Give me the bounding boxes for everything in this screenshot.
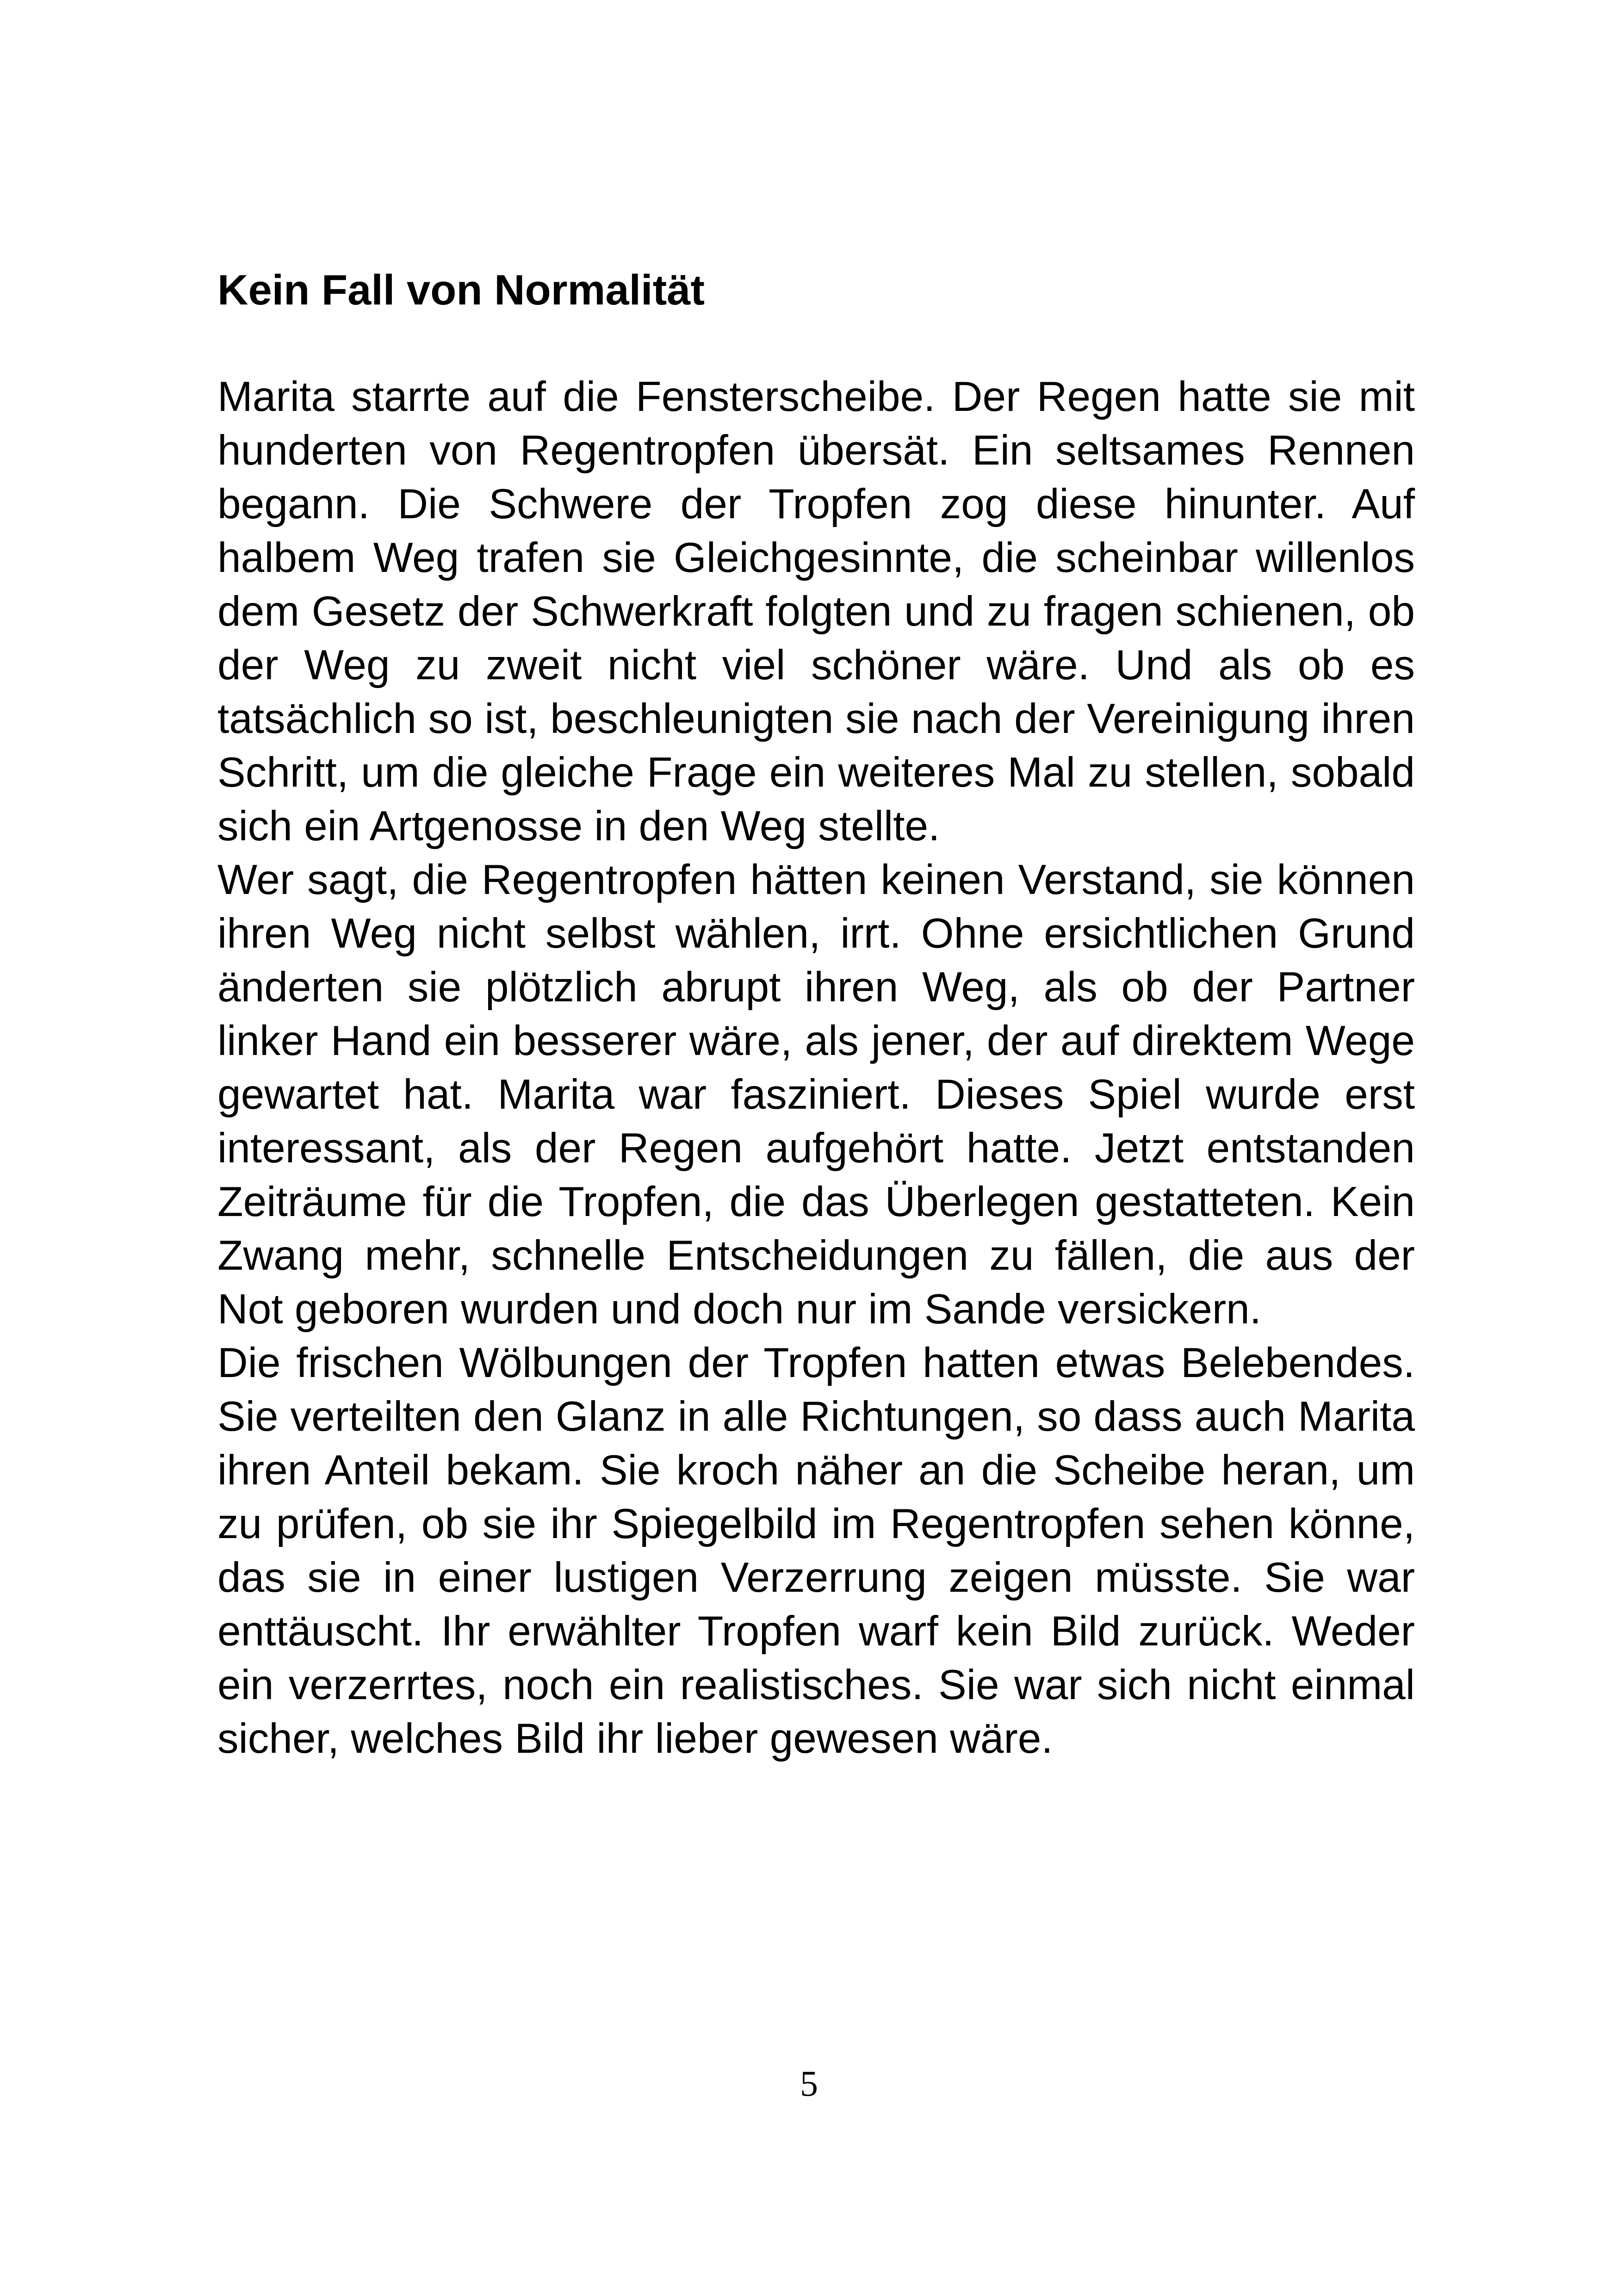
body-text (217, 370, 1415, 1766)
chapter-title: Kein Fall von Normalität (217, 267, 705, 314)
page-number: 5 (800, 2063, 818, 2104)
paragraph-3: Die frischen Wölbungen der Tropfen hatten etwas Belebendes. Sie verteilten den Glanz in alle Richtungen, so dass auch Marita ihren Anteil bekam. Sie kroch näher an die Scheibe heran, um zu prüfen, ob sie ihr Spiegelbild im Regentropfen sehen könne, das sie in einer lustigen Verzerrung zeigen müsste. Sie war enttäuscht. Ihr erwählter Tropfen warf kein Bild zurück. Weder ein verzerrtes, noch ein realistisches. Sie war sich nicht einmal sicher, welches Bild ihr lieber gewesen wäre. (217, 1340, 1415, 1762)
paragraph-1: Marita starrte auf die Fensterscheibe. Der Regen hatte sie mit hunderten von Regentropfen übersät. Ein seltsames Rennen begann. Die Schwere der Tropfen zog diese hinunter. Auf halbem Weg trafen sie Gleichgesinnte, die scheinbar willenlos dem Gesetz der Schwerkraft folgten und zu fragen schienen, ob der Weg zu zweit nicht viel schöner wäre. Und als ob es tatsächlich so ist, beschleunigten sie nach der Vereinigung ihren Schritt, um die gleiche Frage ein weiteres Mal zu stellen, sobald sich ein Artgenosse in den Weg stellte. (217, 373, 1415, 850)
paragraph-2: Wer sagt, die Regentropfen hätten keinen Verstand, sie können ihren Weg nicht selbst wählen, irrt. Ohne ersichtlichen Grund änderten sie plötzlich abrupt ihren Weg, als ob der Partner linker Hand ein besserer wäre, als jener, der auf direktem Wege gewartet hat. Marita war fasziniert. Dieses Spiel wurde erst interessant, als der Regen aufgehört hatte. Jetzt entstanden Zeiträume für die Tropfen, die das Überlegen gestatteten. Kein Zwang mehr, schnelle Entscheidungen zu fällen, die aus der Not geboren wurden und doch nur im Sande versickern. (217, 856, 1415, 1333)
